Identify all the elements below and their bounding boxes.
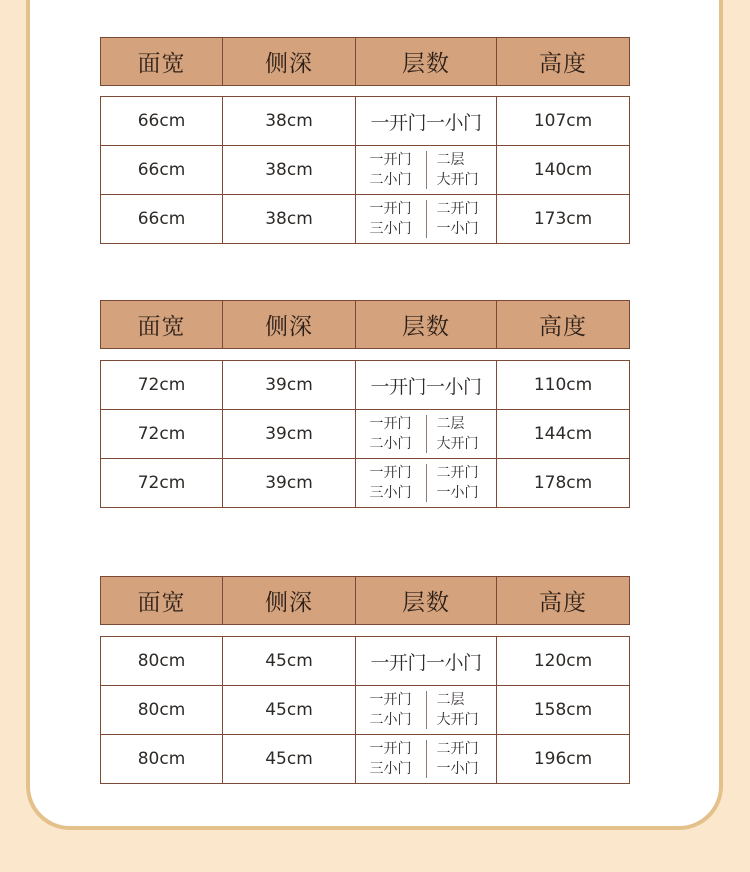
layers-left-line: 二小门 xyxy=(369,712,412,728)
cell-depth: 39cm xyxy=(223,410,356,459)
size-table-1-header xyxy=(100,37,630,86)
cell-depth: 39cm xyxy=(223,459,356,508)
layers-divider xyxy=(426,740,427,778)
size-table-3-header xyxy=(100,576,630,625)
cell-depth: 45cm xyxy=(223,686,356,735)
cell-width: 80cm xyxy=(101,637,223,686)
cell-depth: 45cm xyxy=(223,637,356,686)
layers-right-line: 大开门 xyxy=(436,712,479,728)
cell-width: 72cm xyxy=(101,361,223,410)
layers-split xyxy=(370,150,483,190)
cell-width: 66cm xyxy=(101,146,223,195)
layers-left-line: 三小门 xyxy=(369,221,412,237)
cell-height: 107cm xyxy=(497,97,630,146)
layers-left-line: 三小门 xyxy=(369,761,412,777)
size-table-2-header xyxy=(100,300,630,349)
cell-layers xyxy=(356,195,497,244)
layers-divider xyxy=(426,464,427,502)
header-layers: 层数 xyxy=(356,301,497,349)
layers-left xyxy=(370,199,416,239)
header-width: 面宽 xyxy=(101,38,223,86)
layers-right-line: 一小门 xyxy=(436,761,479,777)
cell-layers xyxy=(356,459,497,508)
layers-right xyxy=(437,739,483,779)
layers-divider xyxy=(426,200,427,238)
layers-right-line: 二开门 xyxy=(436,465,479,481)
cell-height: 140cm xyxy=(497,146,630,195)
layers-left-line: 一开门 xyxy=(369,692,412,708)
layers-right xyxy=(437,150,483,190)
layers-right-line: 二层 xyxy=(436,692,465,708)
header-depth: 侧深 xyxy=(223,301,356,349)
cell-depth: 38cm xyxy=(223,97,356,146)
layers-right-line: 二层 xyxy=(436,416,465,432)
layers-left-line: 一开门 xyxy=(369,465,412,481)
cell-width: 66cm xyxy=(101,97,223,146)
header-width: 面宽 xyxy=(101,301,223,349)
layers-left xyxy=(370,414,416,454)
layers-left xyxy=(370,463,416,503)
cell-depth: 39cm xyxy=(223,361,356,410)
cell-height: 173cm xyxy=(497,195,630,244)
layers-right-line: 二开门 xyxy=(436,741,479,757)
cell-depth: 38cm xyxy=(223,195,356,244)
cell-layers xyxy=(356,146,497,195)
cell-width: 72cm xyxy=(101,410,223,459)
layers-right xyxy=(437,690,483,730)
header-height: 高度 xyxy=(497,577,630,625)
header-height: 高度 xyxy=(497,38,630,86)
cell-layers xyxy=(356,735,497,784)
cell-layers xyxy=(356,410,497,459)
cell-width: 66cm xyxy=(101,195,223,244)
layers-right-line: 一小门 xyxy=(436,221,479,237)
layers-right-line: 二开门 xyxy=(436,201,479,217)
layers-divider xyxy=(426,691,427,729)
header-depth: 侧深 xyxy=(223,38,356,86)
header-width: 面宽 xyxy=(101,577,223,625)
layers-divider xyxy=(426,415,427,453)
cell-height: 144cm xyxy=(497,410,630,459)
header-layers: 层数 xyxy=(356,38,497,86)
layers-split xyxy=(370,463,483,503)
layers-left xyxy=(370,739,416,779)
cell-depth: 38cm xyxy=(223,146,356,195)
layers-left-line: 一开门 xyxy=(369,741,412,757)
cell-depth: 45cm xyxy=(223,735,356,784)
cell-height: 120cm xyxy=(497,637,630,686)
size-table-1-body xyxy=(100,96,630,244)
layers-left-line: 一开门 xyxy=(369,152,412,168)
layers-left-line: 三小门 xyxy=(369,485,412,501)
layers-divider xyxy=(426,151,427,189)
layers-left-line: 二小门 xyxy=(369,172,412,188)
layers-right-line: 大开门 xyxy=(436,436,479,452)
header-layers: 层数 xyxy=(356,577,497,625)
layers-right xyxy=(437,414,483,454)
layers-right-line: 二层 xyxy=(436,152,465,168)
cell-width: 72cm xyxy=(101,459,223,508)
layers-split xyxy=(370,414,483,454)
cell-layers xyxy=(356,686,497,735)
cell-layers: 一开门一小门 xyxy=(356,97,497,146)
cell-width: 80cm xyxy=(101,735,223,784)
cell-layers: 一开门一小门 xyxy=(356,637,497,686)
size-table-3-body xyxy=(100,636,630,784)
header-depth: 侧深 xyxy=(223,577,356,625)
layers-left-line: 一开门 xyxy=(369,201,412,217)
layers-right-line: 大开门 xyxy=(436,172,479,188)
layers-left-line: 二小门 xyxy=(369,436,412,452)
layers-split xyxy=(370,690,483,730)
layers-right-line: 一小门 xyxy=(436,485,479,501)
layers-split xyxy=(370,199,483,239)
cell-height: 196cm xyxy=(497,735,630,784)
layers-left-line: 一开门 xyxy=(369,416,412,432)
layers-right xyxy=(437,463,483,503)
layers-left xyxy=(370,690,416,730)
layers-left xyxy=(370,150,416,190)
cell-height: 158cm xyxy=(497,686,630,735)
cell-layers: 一开门一小门 xyxy=(356,361,497,410)
cell-height: 110cm xyxy=(497,361,630,410)
cell-height: 178cm xyxy=(497,459,630,508)
layers-split xyxy=(370,739,483,779)
layers-right xyxy=(437,199,483,239)
cell-width: 80cm xyxy=(101,686,223,735)
header-height: 高度 xyxy=(497,301,630,349)
size-table-2-body xyxy=(100,360,630,508)
